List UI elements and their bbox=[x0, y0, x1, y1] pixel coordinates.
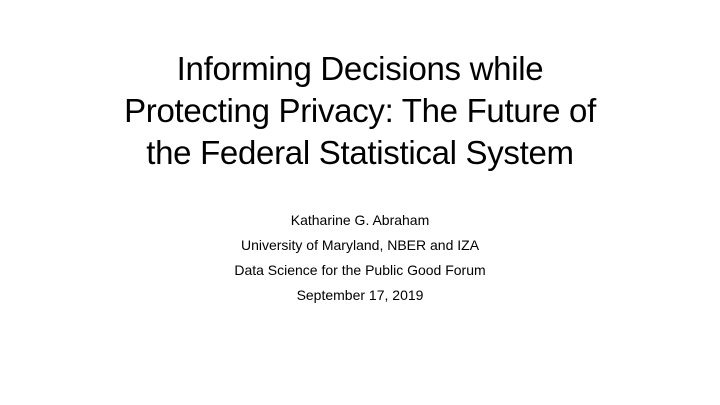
slide-subtitle bbox=[160, 208, 560, 308]
title-line-1: Informing Decisions while bbox=[176, 50, 544, 87]
presentation-date: September 17, 2019 bbox=[296, 287, 424, 303]
title-line-2: Protecting Privacy: The Future of bbox=[124, 92, 596, 129]
author-name: Katharine G. Abraham bbox=[290, 212, 430, 228]
slide-title bbox=[60, 48, 660, 174]
title-line-3: the Federal Statistical System bbox=[146, 134, 574, 171]
author-affiliation: University of Maryland, NBER and IZA bbox=[240, 237, 480, 253]
event-name: Data Science for the Public Good Forum bbox=[234, 262, 486, 278]
